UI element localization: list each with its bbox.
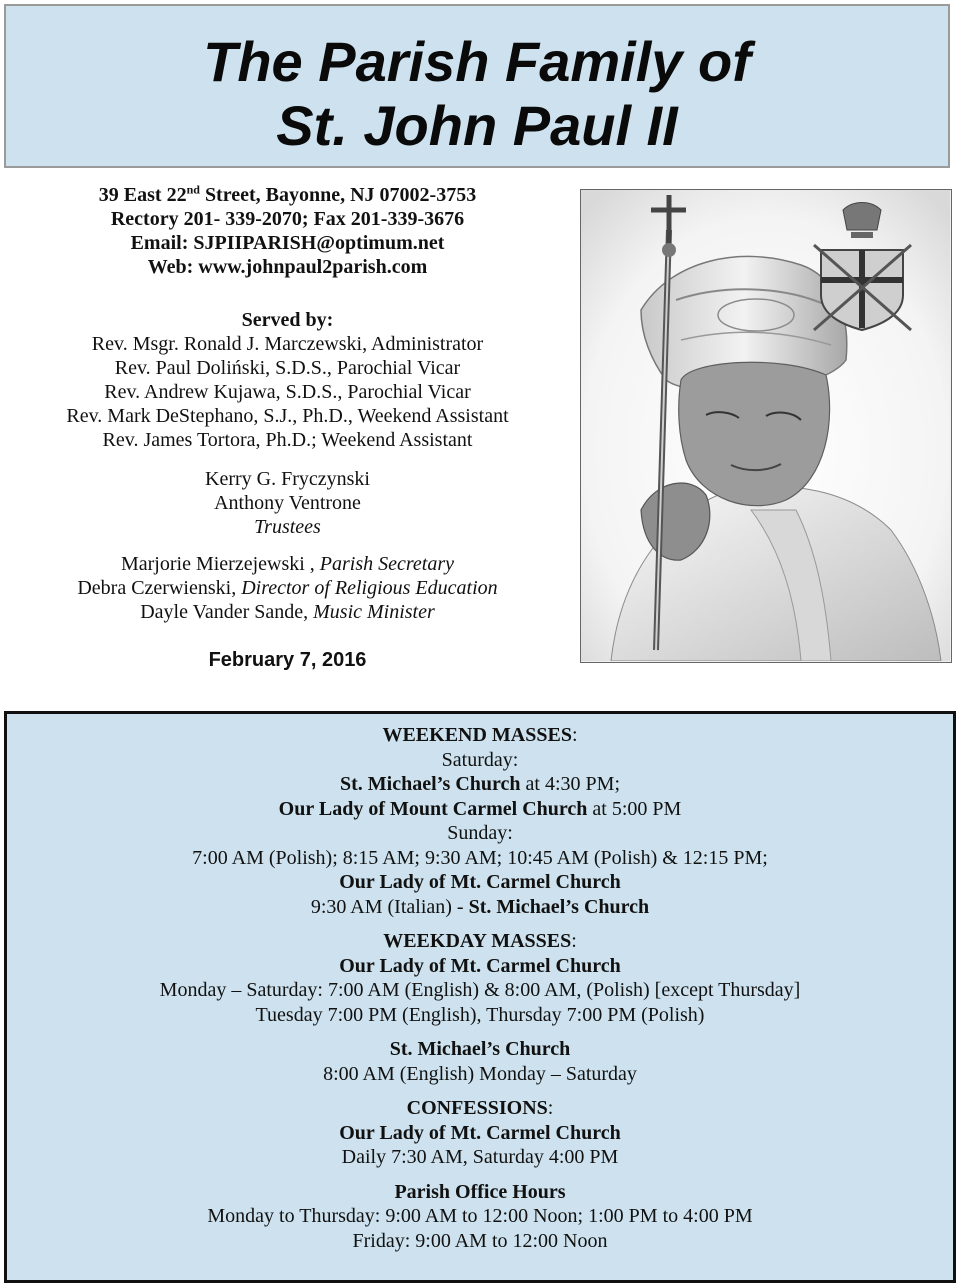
weekday-times-1: Monday – Saturday: 7:00 AM (English) & 8:00 AM, (Polish) [except Thursday] [159, 979, 801, 1001]
clergy-member: Rev. Paul Doliński, S.D.S., Parochial Vicar [114, 357, 461, 379]
confessions-church: Our Lady of Mt. Carmel Church [339, 1121, 621, 1144]
sunday-church: Our Lady of Mt. Carmel Church [339, 871, 621, 893]
office-hours-heading: Parish Office Hours [394, 1180, 566, 1203]
mass-schedule-box [4, 711, 956, 1283]
weekday-times-2: Tuesday 7:00 PM (English), Thursday 7:00 PM (Polish) [255, 1003, 705, 1026]
pope-portrait-graphic [581, 190, 950, 661]
pope-portrait-image [580, 189, 952, 663]
address: 39 East 22nd Street, Bayonne, NJ 07002-3753 [98, 182, 477, 206]
saturday-mass-1: St. Michael’s Church at 4:30 PM; [339, 773, 620, 795]
staff-member: Debra Czerwienski, Director of Religious Education [77, 577, 498, 599]
weekday-times-3: 8:00 AM (English) Monday – Saturday [323, 1062, 637, 1085]
website: Web: www.johnpaul2parish.com [147, 256, 428, 278]
trustee-name: Anthony Ventrone [214, 492, 361, 514]
sunday-times: 7:00 AM (Polish); 8:15 AM; 9:30 AM; 10:45 AM (Polish) & 12:15 PM; [192, 846, 768, 869]
sunday-italian-mass: 9:30 AM (Italian) - St. Michael’s Church [310, 895, 650, 918]
weekday-masses-heading: WEEKDAY MASSES: [383, 930, 577, 952]
weekday-church-1: Our Lady of Mt. Carmel Church [339, 954, 621, 977]
trustee-name: Kerry G. Fryczynski [205, 468, 370, 490]
page-title-line-1: The Parish Family of [203, 30, 751, 93]
staff-member: Dayle Vander Sande, Music Minister [140, 601, 435, 623]
served-by-heading: Served by: [241, 309, 334, 331]
clergy-list [10, 308, 565, 452]
clergy-member: Rev. Andrew Kujawa, S.D.S., Parochial Vicar [104, 381, 471, 403]
phone-fax: Rectory 201- 339-2070; Fax 201-339-3676 [110, 208, 465, 230]
confessions-heading: CONFESSIONS: [406, 1097, 554, 1119]
contact-info [10, 183, 565, 279]
trustees-label: Trustees [254, 516, 321, 538]
office-hours-2: Friday: 9:00 AM to 12:00 Noon [352, 1229, 608, 1252]
trustees [10, 467, 565, 539]
weekend-masses-heading: WEEKEND MASSES: [382, 724, 578, 746]
title-banner [4, 4, 950, 168]
clergy-member: Rev. Msgr. Ronald J. Marczewski, Administrator [91, 333, 484, 355]
staff-member: Marjorie Mierzejewski , Parish Secretary [120, 553, 455, 575]
parish-staff [10, 552, 565, 624]
sunday-label: Sunday: [447, 822, 513, 844]
confessions-times: Daily 7:30 AM, Saturday 4:00 PM [341, 1146, 619, 1168]
page-title-line-2: St. John Paul II [276, 94, 678, 157]
bulletin-date: February 7, 2016 [208, 649, 367, 671]
saturday-label: Saturday: [441, 748, 519, 771]
saturday-mass-2: Our Lady of Mount Carmel Church at 5:00 PM [278, 797, 682, 820]
office-hours-1: Monday to Thursday: 9:00 AM to 12:00 Noon; 1:00 PM to 4:00 PM [207, 1205, 753, 1227]
weekday-church-2: St. Michael’s Church [389, 1038, 571, 1060]
clergy-member: Rev. Mark DeStephano, S.J., Ph.D., Weekend Assistant [66, 405, 509, 427]
email: Email: SJPIIPARISH@optimum.net [130, 232, 445, 254]
clergy-member: Rev. James Tortora, Ph.D.; Weekend Assistant [102, 429, 473, 451]
